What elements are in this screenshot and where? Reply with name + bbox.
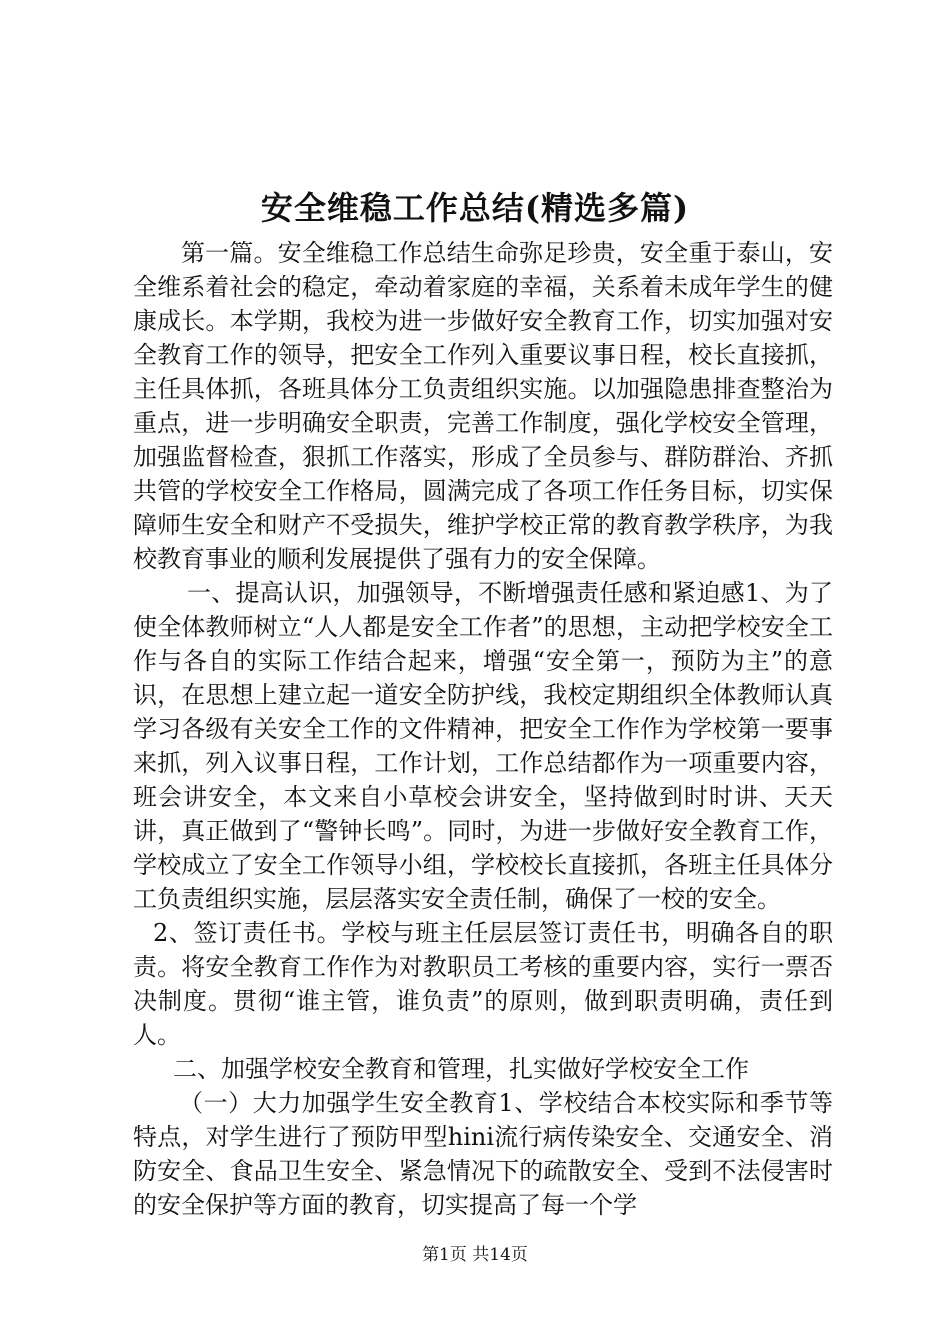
paragraph-5: （一）大力加强学生安全教育1、学校结合本校实际和季节等特点，对学生进行了预防甲型hini流行病传染安全、交通安全、消防安全、食品卫生安全、紧急情况下的疏散安全、受到不法侵害时的安全保护等方面的教育，切实提高了每一个学	[133, 1089, 833, 1219]
page-title: 安全维稳工作总结(精选多篇)	[260, 189, 690, 227]
paragraph-2: 一、提高认识，加强领导，不断增强责任感和紧迫感1、为了使全体教师树立“人人都是安全工作者”的思想，主动把学校安全工作与各自的实际工作结合起来，增强“安全第一，预防为主”的意识，在思想上建立起一道安全防护线，我校定期组织全体教师认真学习各级有关安全工作的文件精神，把安全工作作为学校第一要事来抓，列入议事日程，工作计划，工作总结都作为一项重要内容，班会讲安全，本文来自小草校会讲安全，坚持做到时时讲、天天讲，真正做到了“警钟长鸣”。同时，为进一步做好安全教育工作，学校成立了安全工作领导小组，学校校长直接抓，各班主任具体分工负责组织实施，层层落实安全责任制，确保了一校的安全。	[133, 579, 833, 913]
page-number-footer: 第1页 共14页	[422, 1245, 528, 1265]
paragraph-1: 第一篇。安全维稳工作总结生命弥足珍贵，安全重于泰山，安全维系着社会的稳定，牵动着家庭的幸福，关系着未成年学生的健康成长。本学期，我校为进一步做好安全教育工作，切实加强对安全教育工作的领导，把安全工作列入重要议事日程，校长直接抓，主任具体抓，各班具体分工负责组织实施。以加强隐患排查整治为重点，进一步明确安全职责，完善工作制度，强化学校安全管理，加强监督检查，狠抓工作落实，形成了全员参与、群防群治、齐抓共管的学校安全工作格局，圆满完成了各项工作任务目标，切实保障师生安全和财产不受损失，维护学校正常的教育教学秩序，为我校教育事业的顺利发展提供了强有力的安全保障。	[133, 239, 833, 573]
paragraph-4: 二、加强学校安全教育和管理，扎实做好学校安全工作	[173, 1055, 749, 1083]
paragraph-3: 2、签订责任书。学校与班主任层层签订责任书，明确各自的职责。将安全教育工作作为对教职员工考核的重要内容，实行一票否决制度。贯彻“谁主管，谁负责”的原则，做到职责明确，责任到人。	[133, 919, 833, 1049]
document-body	[133, 236, 833, 1222]
